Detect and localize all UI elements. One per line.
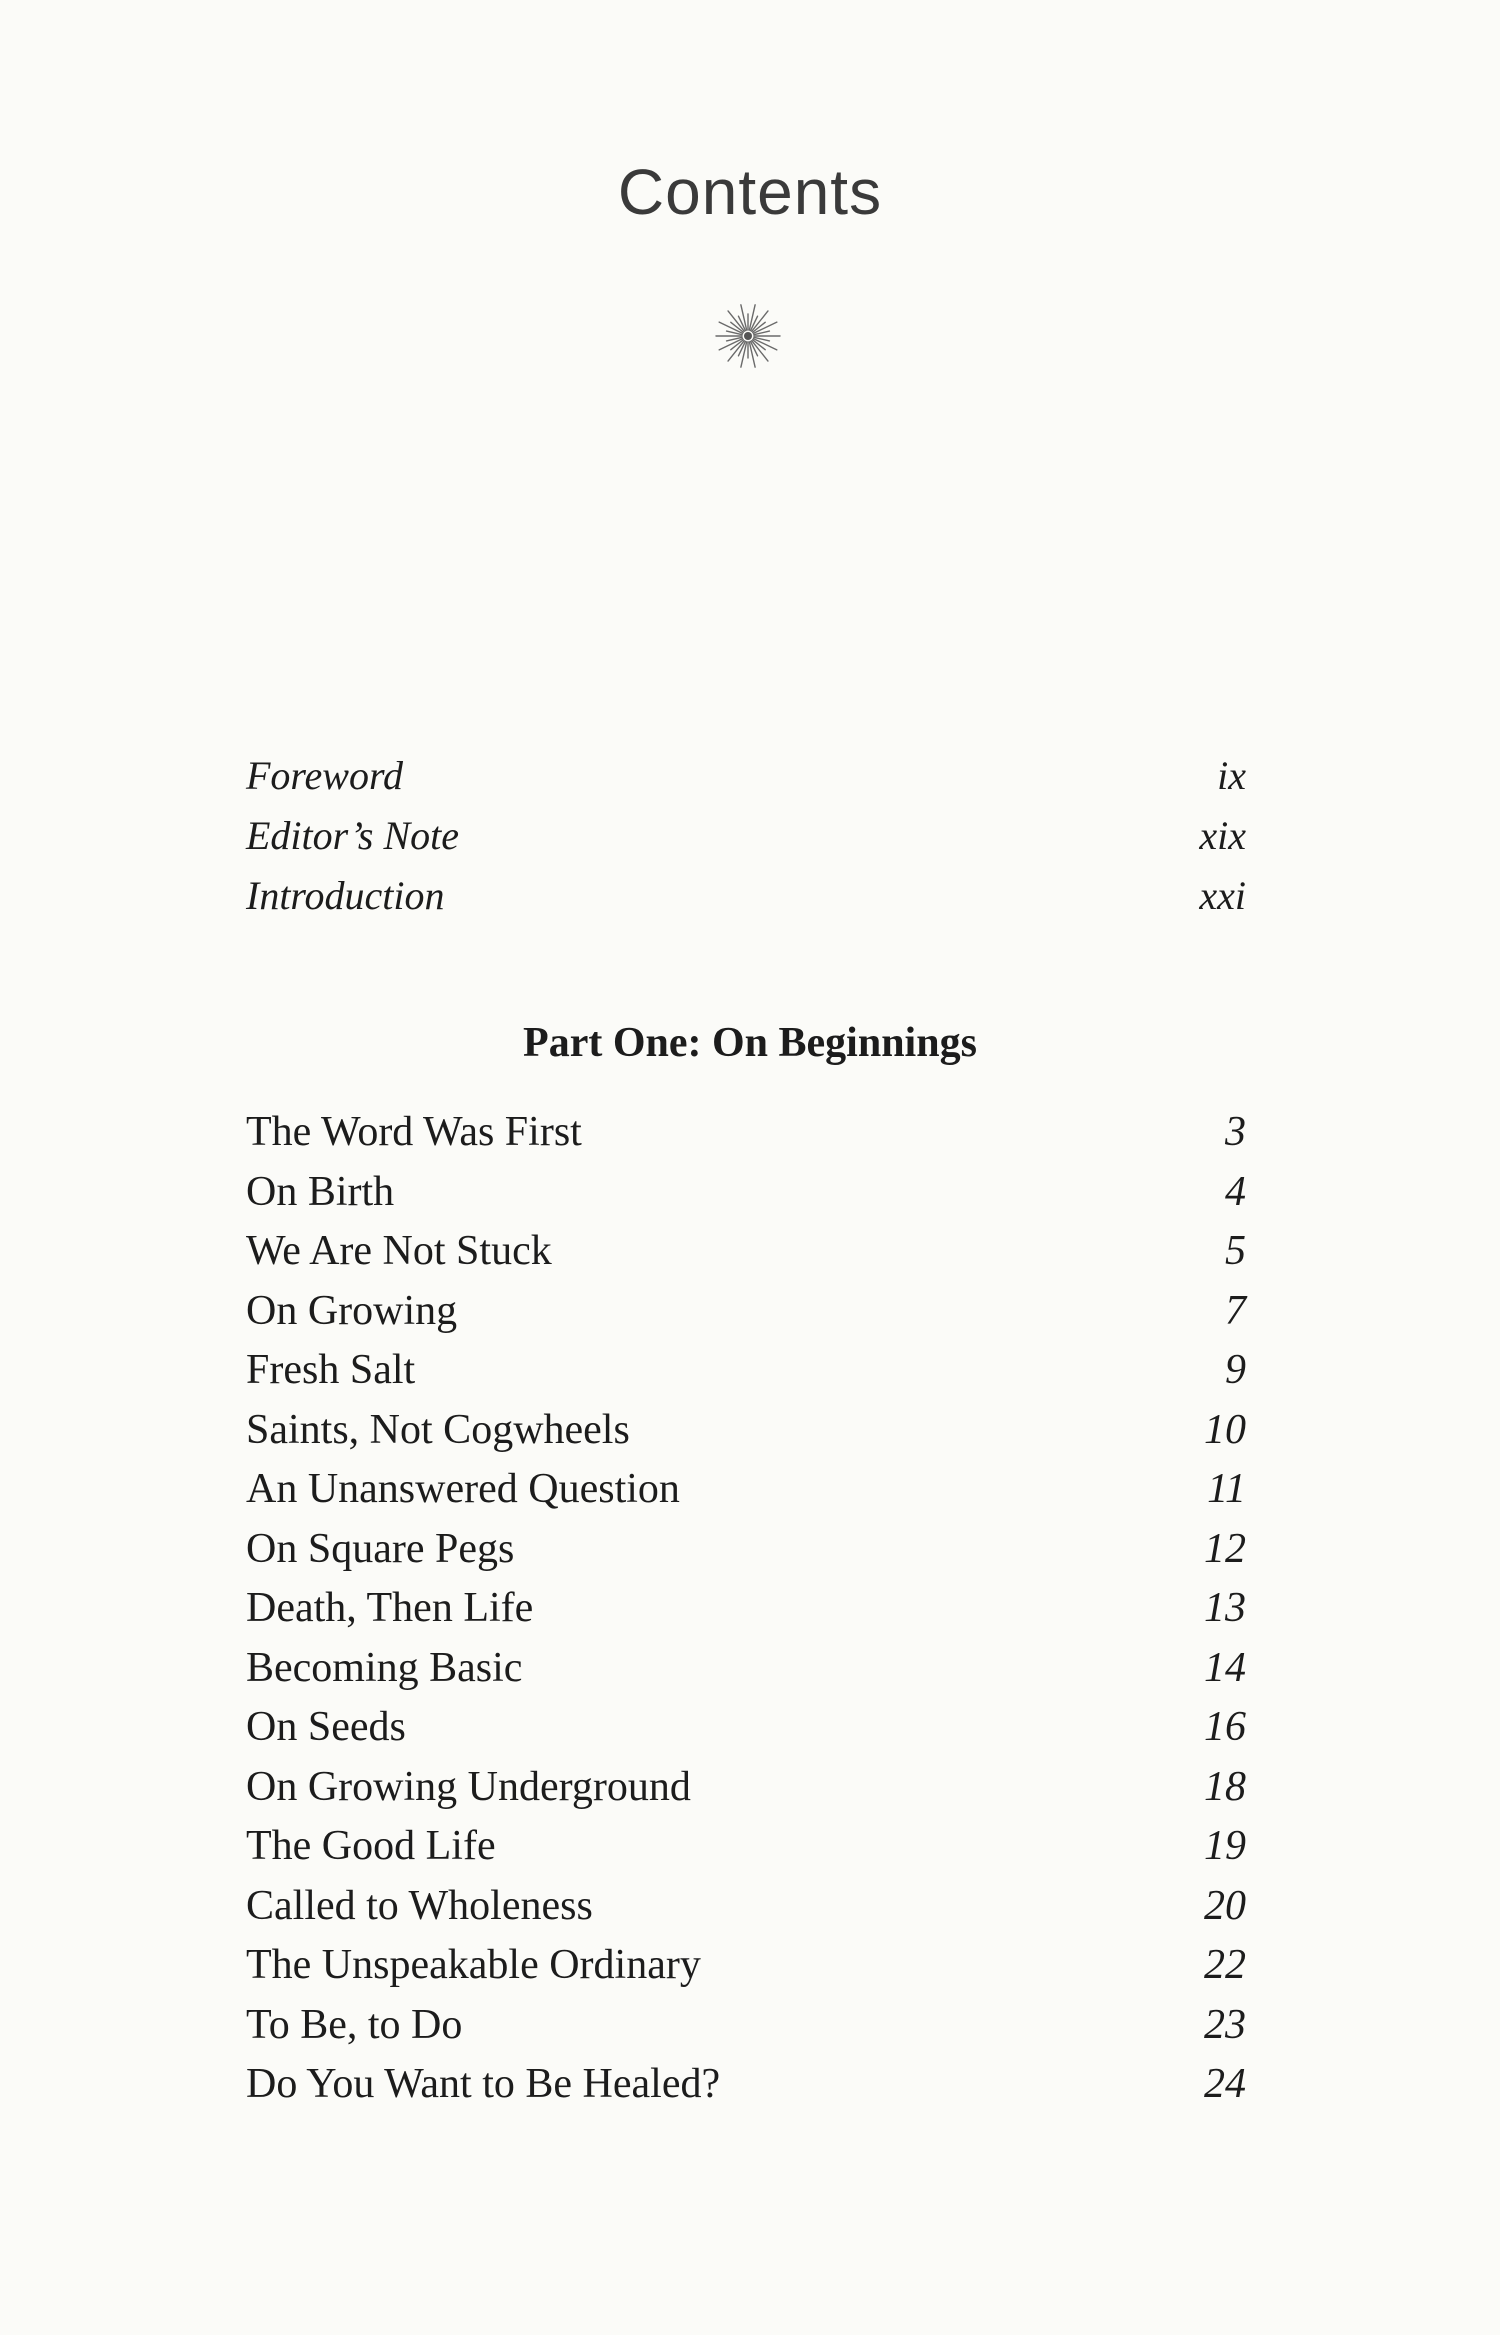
chapter-list (246, 1103, 1246, 2115)
toc-entry-title: Becoming Basic (246, 1644, 523, 1691)
toc-entry[interactable] (246, 1758, 1246, 1818)
toc-entry-title: Saints, Not Cogwheels (246, 1406, 630, 1453)
toc-entry-title: We Are Not Stuck (246, 1228, 552, 1274)
toc-entry-page: 20 (1204, 1882, 1246, 1929)
toc-entry[interactable] (246, 1877, 1246, 1937)
toc-entry-title: On Growing Underground (246, 1763, 691, 1810)
front-matter-list (246, 746, 1246, 926)
toc-entry-editors-note[interactable] (246, 806, 1246, 866)
toc-entry-title: To Be, to Do (246, 2001, 463, 2048)
toc-entry-page: 13 (1204, 1585, 1246, 1631)
toc-entry-page: 9 (1225, 1347, 1246, 1393)
toc-entry-title: Introduction (246, 873, 445, 918)
toc-entry[interactable] (246, 1163, 1246, 1223)
toc-entry-title: Called to Wholeness (246, 1882, 593, 1929)
toc-entry-page: 10 (1204, 1406, 1246, 1453)
toc-entry-page: xix (1199, 813, 1246, 858)
toc-entry[interactable] (246, 1341, 1246, 1401)
part-heading: Part One: On Beginnings (523, 1020, 977, 1066)
toc-entry-page: 24 (1204, 2061, 1246, 2107)
toc-entry[interactable] (246, 1282, 1246, 1342)
toc-entry[interactable] (246, 1817, 1246, 1877)
starburst-ornament-icon (710, 298, 786, 374)
toc-entry-page: ix (1217, 753, 1246, 798)
toc-entry-title: On Square Pegs (246, 1525, 515, 1572)
toc-entry-page: 16 (1204, 1704, 1246, 1750)
toc-entry[interactable] (246, 1460, 1246, 1520)
toc-entry[interactable] (246, 1520, 1246, 1580)
toc-entry[interactable] (246, 1639, 1246, 1699)
toc-entry-foreword[interactable] (246, 746, 1246, 806)
toc-entry-title: Do You Want to Be Healed? (246, 2061, 721, 2107)
toc-entry-title: Foreword (246, 753, 404, 798)
toc-entry-page: 5 (1225, 1228, 1246, 1274)
toc-entry[interactable] (246, 1222, 1246, 1282)
toc-entry[interactable] (246, 1996, 1246, 2056)
page-title: Contents (617, 156, 883, 228)
toc-entry-title: The Unspeakable Ordinary (246, 1942, 701, 1988)
toc-entry-title: The Good Life (246, 1823, 496, 1869)
toc-entry-title: An Unanswered Question (246, 1466, 680, 1512)
toc-entry-page: 7 (1225, 1287, 1246, 1334)
toc-entry-page: 22 (1204, 1942, 1246, 1988)
toc-entry-page: 11 (1207, 1466, 1246, 1512)
toc-entry-title: Death, Then Life (246, 1585, 534, 1631)
toc-entry-introduction[interactable] (246, 866, 1246, 926)
toc-entry[interactable] (246, 1936, 1246, 1996)
toc-entry-page: xxi (1199, 873, 1246, 918)
toc-entry-page: 12 (1204, 1525, 1246, 1572)
toc-entry-page: 18 (1204, 1763, 1246, 1810)
toc-entry[interactable] (246, 2055, 1246, 2115)
toc-entry-title: On Birth (246, 1168, 395, 1215)
toc-entry[interactable] (246, 1698, 1246, 1758)
toc-entry-title: The Word Was First (246, 1109, 582, 1155)
toc-entry[interactable] (246, 1401, 1246, 1461)
toc-entry-title: On Growing (246, 1287, 458, 1334)
toc-entry-page: 14 (1204, 1644, 1246, 1691)
toc-entry-page: 4 (1225, 1168, 1246, 1215)
toc-entry-page: 23 (1204, 2001, 1246, 2048)
toc-entry-page: 19 (1204, 1823, 1246, 1869)
toc-entry-title: Editor’s Note (246, 813, 459, 858)
toc-entry[interactable] (246, 1103, 1246, 1163)
toc-entry-page: 3 (1225, 1109, 1246, 1155)
toc-entry-title: Fresh Salt (246, 1347, 416, 1393)
toc-entry-title: On Seeds (246, 1704, 406, 1750)
toc-entry[interactable] (246, 1579, 1246, 1639)
